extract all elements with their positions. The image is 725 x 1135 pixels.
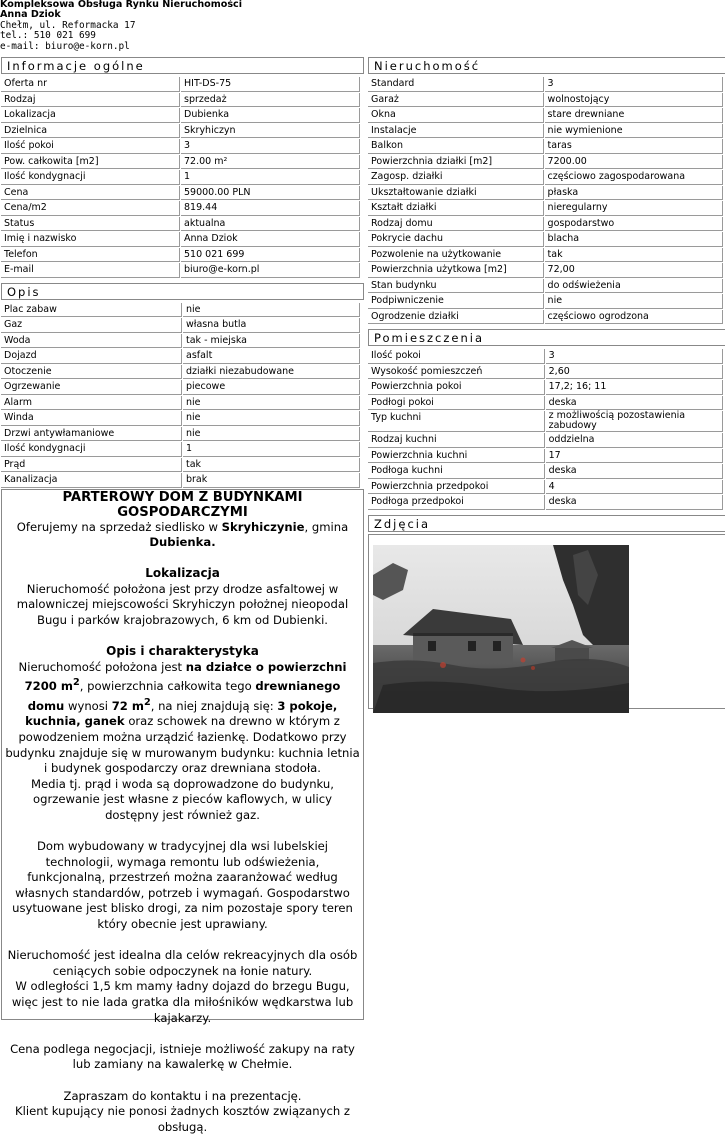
agency-header (0, 0, 360, 52)
field-value: z możliwością pozostawienia zabudowy (546, 411, 723, 432)
table-row (1, 318, 360, 333)
description-paragraph-6: Cena podlega negocjacji, istnieje możliwość zakupy na raty lub zamiany na kawalerkę w Chełmie. (10, 1041, 355, 1072)
table-row (1, 334, 360, 349)
field-label: Imię i nazwisko (1, 232, 180, 247)
description-paragraph-2: Media tj. prąd i woda są doprowadzone do budynku, ogrzewanie jest własne z pieców kaflowych, w ulicy dostępny jest również gaz. (31, 776, 334, 822)
description-box (1, 489, 364, 1134)
property-photo[interactable] (373, 545, 629, 713)
table-row (1, 155, 360, 170)
left-column (0, 56, 365, 1134)
table-row (1, 411, 360, 426)
table-row (1, 232, 360, 247)
field-value: płaska (545, 186, 723, 201)
field-label: E-mail (1, 263, 180, 278)
field-label: Podłogi pokoi (368, 396, 545, 411)
field-label: Standard (368, 77, 544, 92)
field-value: 72.00 m² (181, 155, 360, 170)
agency-email: e-mail: biuro@e-korn.pl (0, 40, 130, 52)
section-rooms-title: Pomieszczenia (368, 329, 725, 346)
field-value: deska (546, 495, 723, 510)
field-value: 3 (545, 77, 723, 92)
table-row (368, 380, 723, 395)
table-row (1, 396, 360, 411)
field-label: Okna (368, 108, 544, 123)
description-location: Nieruchomość położona jest przy drodze asfaltowej w malowniczej miejscowości Skryhiczyn położnej nieopodal Bugu i parków krajobrazowych, 6 km od Dubienki. (16, 581, 349, 628)
field-value: częściowo zagospodarowana (545, 170, 723, 185)
field-label: Ukształtowanie działki (368, 186, 544, 201)
table-row (368, 294, 723, 309)
agency-phone: tel.: 510 021 699 (0, 30, 96, 42)
field-value: tak - miejska (183, 334, 360, 349)
table-row (368, 464, 723, 479)
description-paragraph-7: Zapraszam do kontaktu i na prezentację. (63, 1088, 302, 1103)
field-label: Ilość pokoi (1, 139, 180, 154)
field-label: Balkon (368, 139, 544, 154)
agency-address: Chełm, ul. Reformacka 17 (0, 19, 136, 31)
section-general-title: Informacje ogólne (1, 57, 364, 74)
table-row (368, 248, 723, 263)
field-value: 7200.00 (545, 155, 723, 170)
field-label: Ogrzewanie (1, 380, 182, 395)
description-paragraph-4: Nieruchomość jest idealna dla celów rekreacyjnych dla osób ceniących sobie odpoczynek na łonie natury. (7, 948, 358, 978)
field-label: Ilość kondygnacji (1, 170, 180, 185)
table-row (1, 365, 360, 380)
field-label: Plac zabaw (1, 303, 182, 318)
field-value: do odświeżenia (545, 279, 723, 294)
table-row (1, 217, 360, 232)
field-label: Powierzchnia użytkowa [m2] (368, 263, 544, 278)
table-row (1, 349, 360, 364)
field-label: Instalacje (368, 124, 544, 139)
field-value: 510 021 699 (181, 248, 360, 263)
heading-location: Lokalizacja (145, 566, 220, 581)
field-value: częściowo ogrodzona (545, 310, 723, 325)
table-row (368, 139, 723, 154)
field-value: nie (183, 427, 360, 442)
table-row (368, 365, 723, 380)
field-value: deska (546, 464, 723, 479)
field-value: biuro@e-korn.pl (181, 263, 360, 278)
company-name: Kompleksowa Obsługa Rynku Nieruchomości (0, 0, 243, 10)
table-row (368, 108, 723, 123)
description-paragraph-3: Dom wybudowany w tradycyjnej dla wsi lubelskiej technologii, wymaga remontu lub odświeżenia, funkcjonalną, przestrzeń można zaaranżować według własnych standardów, potrzeb i wymagań. Gospodarstwo usytuowane jest blisko drogi, za nim pozostaje spory teren który obecnie jest uprawiany. (12, 839, 353, 932)
field-label: Garaż (368, 93, 544, 108)
field-label: Cena/m2 (1, 201, 180, 216)
field-label: Oferta nr (1, 77, 180, 92)
field-label: Winda (1, 411, 182, 426)
field-label: Telefon (1, 248, 180, 263)
field-label: Powierzchnia przedpokoi (368, 480, 545, 495)
table-row (1, 458, 360, 473)
field-label: Pozwolenie na użytkowanie (368, 248, 544, 263)
description-paragraph-5: W odległości 1,5 km mamy ładny dojazd do brzegu Bugu, więc jest to nie lada gratka dla miłośników wędkarstwa lub kajakarzy. (11, 979, 354, 1025)
field-label: Typ kuchni (368, 411, 545, 432)
table-row (368, 232, 723, 247)
field-label: Ogrodzenie działki (368, 310, 544, 325)
field-label: Wysokość pomieszczeń (368, 365, 545, 380)
field-value: nieregularny (545, 201, 723, 216)
field-label: Stan budynku (368, 279, 544, 294)
table-row (368, 201, 723, 216)
table-row (368, 263, 723, 278)
field-value: Skryhiczyn (181, 124, 360, 139)
right-column (367, 56, 724, 709)
field-label: Podpiwniczenie (368, 294, 544, 309)
field-label: Kształt działki (368, 201, 544, 216)
field-label: Ilość kondygnacji (1, 442, 182, 457)
agent-name: Anna Dziok (0, 9, 61, 21)
field-label: Alarm (1, 396, 182, 411)
field-label: Woda (1, 334, 182, 349)
field-value: nie (545, 294, 723, 309)
table-row (1, 248, 360, 263)
field-label: Dzielnica (1, 124, 180, 139)
table-row (1, 139, 360, 154)
field-value: 4 (546, 480, 723, 495)
field-value: 819.44 (181, 201, 360, 216)
description-paragraph-8: Klient kupujący nie ponosi żadnych kosztów związanych z obsługą. (15, 1104, 350, 1134)
field-label: Dojazd (1, 349, 182, 364)
field-value: 72,00 (545, 263, 723, 278)
field-value: nie (183, 411, 360, 426)
field-value: Anna Dziok (181, 232, 360, 247)
table-row (1, 303, 360, 318)
field-value: HIT-DS-75 (181, 77, 360, 92)
field-label: Kanalizacja (1, 473, 182, 488)
description-paragraph-1: Nieruchomość położona jest na działce o powierzchni 7200 $m^2$, powierzchnia całkowita tego drewnianego domu wynosi 72 $m^2$, na niej znajdują się: 3 pokoje, kuchnia, ganek oraz schowek na drewno w którym z powodzeniem można urządzić łazienkę. Dodatkowo przy budynku znajduje się w murowanym budynku: kuchnia letnia i budynek gospodarczy oraz drewniana stodoła. (5, 659, 360, 776)
field-value: 17,2; 16; 11 (546, 380, 723, 395)
table-row (368, 349, 723, 364)
field-label: Pokrycie dachu (368, 232, 544, 247)
field-label: Podłoga przedpokoi (368, 495, 545, 510)
table-row (368, 279, 723, 294)
field-value: własna butla (183, 318, 360, 333)
field-value: 3 (546, 349, 723, 364)
field-label: Pow. całkowita [m2] (1, 155, 180, 170)
field-value: 2,60 (546, 365, 723, 380)
table-row (1, 186, 360, 201)
table-row (1, 201, 360, 216)
table-row (1, 124, 360, 139)
field-value: brak (183, 473, 360, 488)
field-value: sprzedaż (181, 93, 360, 108)
field-value: stare drewniane (545, 108, 723, 123)
field-value: taras (545, 139, 723, 154)
table-row (1, 263, 360, 278)
field-value: 59000.00 PLN (181, 186, 360, 201)
table-row (368, 310, 723, 325)
field-label: Lokalizacja (1, 108, 180, 123)
field-value: asfalt (183, 349, 360, 364)
field-value: 17 (546, 449, 723, 464)
field-value: gospodarstwo (545, 217, 723, 232)
field-label: Gaz (1, 318, 182, 333)
table-row (368, 186, 723, 201)
field-value: piecowe (183, 380, 360, 395)
section-property-title: Nieruchomość (368, 57, 725, 74)
table-row (1, 473, 360, 488)
table-row (368, 396, 723, 411)
field-value: aktualna (181, 217, 360, 232)
field-label: Prąd (1, 458, 182, 473)
table-row (368, 155, 723, 170)
table-row (368, 77, 723, 92)
table-row (368, 495, 723, 510)
table-row (1, 442, 360, 457)
field-label: Rodzaj domu (368, 217, 544, 232)
field-label: Cena (1, 186, 180, 201)
table-row (368, 170, 723, 185)
field-label: Podłoga kuchni (368, 464, 545, 479)
field-label: Zagosp. działki (368, 170, 544, 185)
field-value: Dubienka (181, 108, 360, 123)
table-row (368, 93, 723, 108)
table-row (1, 93, 360, 108)
photo-box (368, 534, 725, 709)
field-label: Powierzchnia kuchni (368, 449, 545, 464)
field-value: blacha (545, 232, 723, 247)
field-value: nie wymienione (545, 124, 723, 139)
field-label: Ilość pokoi (368, 349, 545, 364)
table-row (368, 124, 723, 139)
field-label: Powierzchnia pokoi (368, 380, 545, 395)
table-row (368, 449, 723, 464)
field-label: Rodzaj (1, 93, 180, 108)
table-row (368, 433, 723, 448)
field-value: 3 (181, 139, 360, 154)
field-label: Powierzchnia działki [m2] (368, 155, 544, 170)
table-row (368, 217, 723, 232)
field-value: oddzielna (546, 433, 723, 448)
table-row (1, 427, 360, 442)
opis-table (0, 302, 361, 489)
rooms-table (367, 348, 724, 511)
general-info-table (0, 76, 361, 279)
table-row (1, 108, 360, 123)
property-table (367, 76, 724, 325)
field-label: Drzwi antywłamaniowe (1, 427, 182, 442)
field-label: Status (1, 217, 180, 232)
field-value: nie (183, 396, 360, 411)
field-value: tak (545, 248, 723, 263)
description-intro: Oferujemy na sprzedaż siedlisko w Skryhiczynie, gmina Dubienka. (16, 519, 349, 550)
field-value: 1 (183, 442, 360, 457)
field-value: 1 (181, 170, 360, 185)
field-label: Otoczenie (1, 365, 182, 380)
field-value: wolnostojący (545, 93, 723, 108)
section-opis-title: Opis (1, 283, 364, 300)
table-row (368, 480, 723, 495)
field-label: Rodzaj kuchni (368, 433, 545, 448)
house-photo-image (373, 545, 629, 713)
field-value: nie (183, 303, 360, 318)
table-row (1, 77, 360, 92)
field-value: działki niezabudowane (183, 365, 360, 380)
table-row (1, 170, 360, 185)
heading-characteristics: Opis i charakterystyka (106, 644, 259, 659)
table-row (1, 380, 360, 395)
description-title: PARTEROWY DOM Z BUDYNKAMI GOSPODARCZYMI (62, 489, 303, 520)
table-row (368, 411, 723, 432)
field-value: deska (546, 396, 723, 411)
section-photos-title: Zdjęcia (368, 515, 725, 532)
field-value: tak (183, 458, 360, 473)
